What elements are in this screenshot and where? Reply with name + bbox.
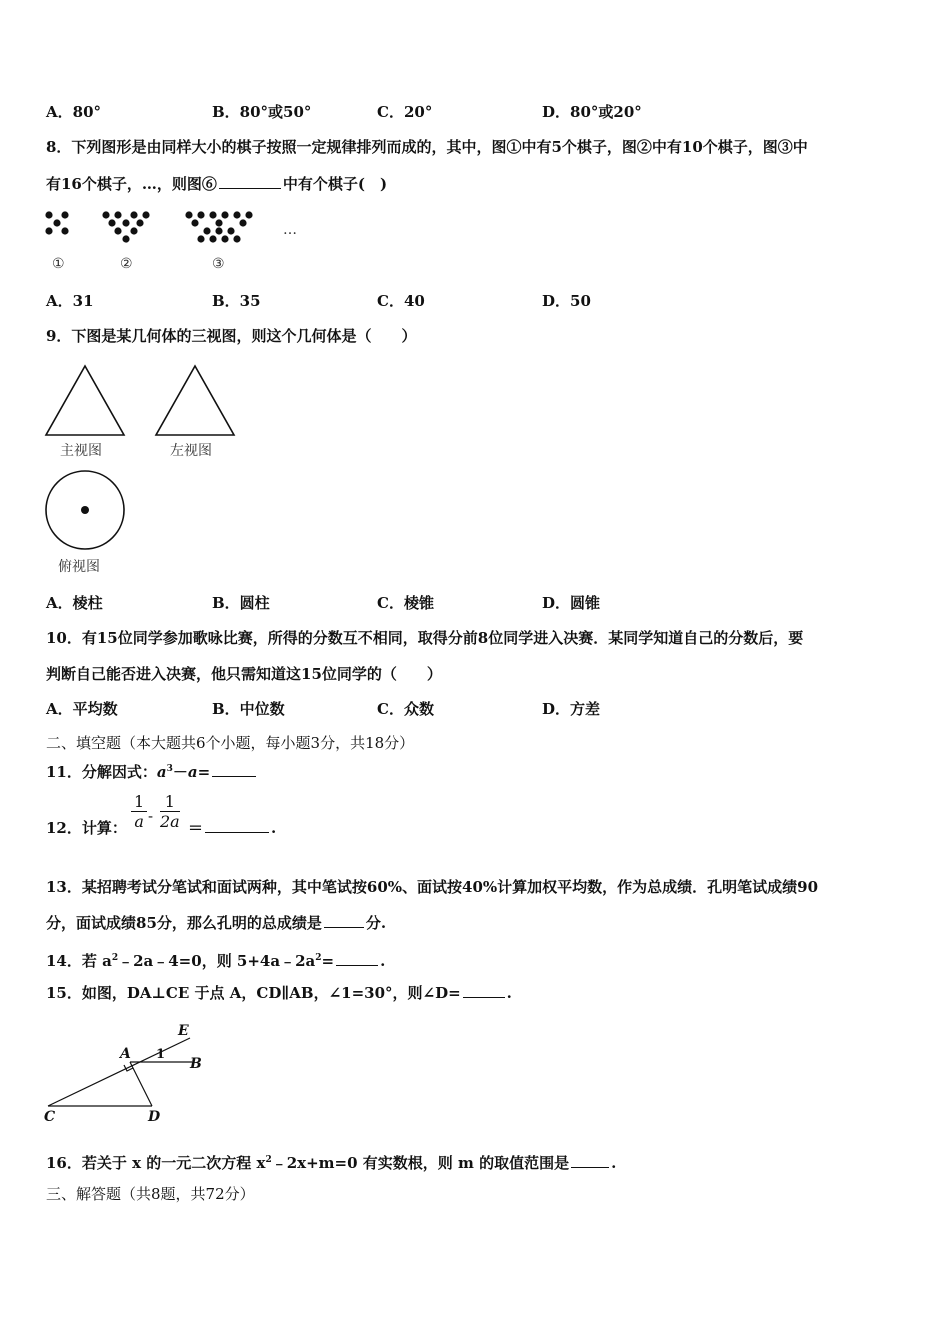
q15-label-e: E bbox=[178, 1023, 189, 1039]
q9-left-view-label: 左视图 bbox=[170, 443, 212, 459]
q16-mid: ﹣2x+m=0 有实数根，则 m 的取值范围是 bbox=[271, 1154, 570, 1172]
q16-end: . bbox=[611, 1154, 617, 1172]
q14-exp1: 2 bbox=[111, 953, 119, 963]
q14-eq: = bbox=[321, 952, 335, 970]
q8-ellipsis: … bbox=[283, 222, 297, 238]
q9-option-d: D．圆锥 bbox=[542, 594, 601, 612]
q14-pre: 14．若 a bbox=[46, 952, 112, 970]
q7-option-b: B．80°或50° bbox=[212, 103, 312, 121]
q12-f2-denominator: 2a bbox=[160, 812, 180, 831]
q10-stem-line1: 10．有15位同学参加歌咏比赛，所得的分数互不相同，取得分前8位同学进入决赛．某同学知道自己的分数后，要 bbox=[46, 629, 804, 647]
q14-exp2: 2 bbox=[315, 953, 322, 963]
q13-answer-blank bbox=[324, 913, 364, 928]
q12-end: . bbox=[271, 819, 277, 837]
q8-option-d: D．50 bbox=[542, 292, 591, 310]
q15-label-angle-1: 1 bbox=[156, 1047, 166, 1062]
section-3-heading: 三、解答题（共8题，共72分） bbox=[46, 1185, 255, 1203]
q7-option-d: D．80°或20° bbox=[542, 103, 642, 121]
q8-option-c: C．40 bbox=[377, 292, 425, 310]
q8-stem-line2 bbox=[46, 174, 387, 194]
q11-answer-blank bbox=[212, 762, 256, 777]
q11-eq: = bbox=[197, 763, 211, 781]
q9-top-view-label: 俯视图 bbox=[58, 559, 100, 575]
q11-pre: 11．分解因式： bbox=[46, 763, 157, 781]
q12-tail bbox=[188, 818, 276, 838]
section-2-heading: 二、填空题（本大题共6个小题，每小题3分，共18分） bbox=[46, 734, 415, 752]
q12-f1-denominator: a bbox=[134, 812, 144, 831]
q13-stem-line1: 13．某招聘考试分笔试和面试两种，其中笔试按60%、面试按40%计算加权平均数，作为总成绩．孔明笔试成绩90 bbox=[46, 878, 819, 896]
q8-option-a: A．31 bbox=[46, 292, 94, 310]
q9-stem: 9．下图是某几何体的三视图，则这个几何体是（ ） bbox=[46, 327, 417, 345]
q13-pre: 分，面试成绩85分，那么孔明的总成绩是 bbox=[46, 914, 322, 932]
q11-exp: 3 bbox=[166, 764, 173, 774]
q9-option-c: C．棱锥 bbox=[377, 594, 434, 612]
q11-var-a2: a bbox=[187, 763, 198, 781]
q12-eq: ＝ bbox=[188, 819, 204, 837]
q11-var-a: a bbox=[156, 763, 167, 781]
q12-fraction-1 bbox=[131, 792, 147, 831]
q9-front-left-views bbox=[42, 362, 242, 440]
q12-fraction-2 bbox=[160, 792, 180, 831]
q10-option-c: C．众数 bbox=[377, 700, 434, 718]
q16-exp: 2 bbox=[265, 1155, 272, 1165]
q15-geometry-figure bbox=[40, 1018, 220, 1128]
q12-minus: - bbox=[148, 807, 154, 825]
q9-option-b: B．圆柱 bbox=[212, 594, 270, 612]
q9-front-view-label: 主视图 bbox=[60, 443, 102, 459]
q12-f1-numerator: 1 bbox=[131, 792, 147, 812]
q10-stem-line2: 判断自己能否进入决赛，他只需知道这15位同学的（ ） bbox=[46, 665, 442, 683]
q15-label-b: B bbox=[190, 1056, 202, 1072]
q12-pre: 12．计算： bbox=[46, 819, 127, 837]
q8-stem-line1: 8．下列图形是由同样大小的棋子按照一定规律排列而成的，其中，图①中有5个棋子，图②中有10个棋子，图③中 bbox=[46, 138, 808, 156]
q9-top-view bbox=[42, 470, 128, 556]
q8-option-b: B．35 bbox=[212, 292, 261, 310]
q11 bbox=[46, 759, 258, 782]
q15-end: . bbox=[506, 984, 512, 1002]
q8-chess-pattern-figure bbox=[40, 205, 310, 255]
q12-answer-blank bbox=[205, 818, 269, 833]
q8-caption-1: ① bbox=[52, 256, 65, 272]
q15-label-a: A bbox=[120, 1046, 131, 1062]
q7-option-c: C．20° bbox=[377, 103, 433, 121]
q16-answer-blank bbox=[571, 1153, 609, 1168]
q13-post: 分. bbox=[365, 914, 387, 932]
q10-option-b: B．中位数 bbox=[212, 700, 285, 718]
q15-label-d: D bbox=[148, 1109, 161, 1125]
q16-pre: 16．若关于 x 的一元二次方程 x bbox=[46, 1154, 266, 1172]
q15-pre: 15．如图，DA⊥CE 于点 A，CD∥AB，∠1=30°，则∠D= bbox=[46, 984, 461, 1002]
q14-end: . bbox=[380, 952, 386, 970]
q7-option-a: A．80° bbox=[46, 103, 102, 121]
q11-minus: － bbox=[172, 763, 188, 781]
q12-f2-numerator: 1 bbox=[160, 792, 180, 812]
q8-stem-pre: 有16个棋子，…，则图⑥ bbox=[46, 175, 217, 193]
q14-mid: ﹣2a﹣4=0，则 5+4a﹣2a bbox=[118, 952, 316, 970]
q16 bbox=[46, 1150, 616, 1173]
q8-caption-3: ③ bbox=[212, 256, 225, 272]
q15-stem bbox=[46, 983, 512, 1003]
q15-answer-blank bbox=[463, 983, 505, 998]
q8-caption-2: ② bbox=[120, 256, 133, 272]
q14-answer-blank bbox=[336, 951, 378, 966]
q15-label-c: C bbox=[44, 1109, 56, 1125]
q9-option-a: A．棱柱 bbox=[46, 594, 103, 612]
q10-option-d: D．方差 bbox=[542, 700, 601, 718]
q13-stem-line2 bbox=[46, 913, 386, 933]
q14 bbox=[46, 948, 385, 971]
q10-option-a: A．平均数 bbox=[46, 700, 118, 718]
q8-answer-blank bbox=[219, 174, 281, 189]
q8-stem-post: 中有个棋子( ) bbox=[282, 175, 388, 193]
